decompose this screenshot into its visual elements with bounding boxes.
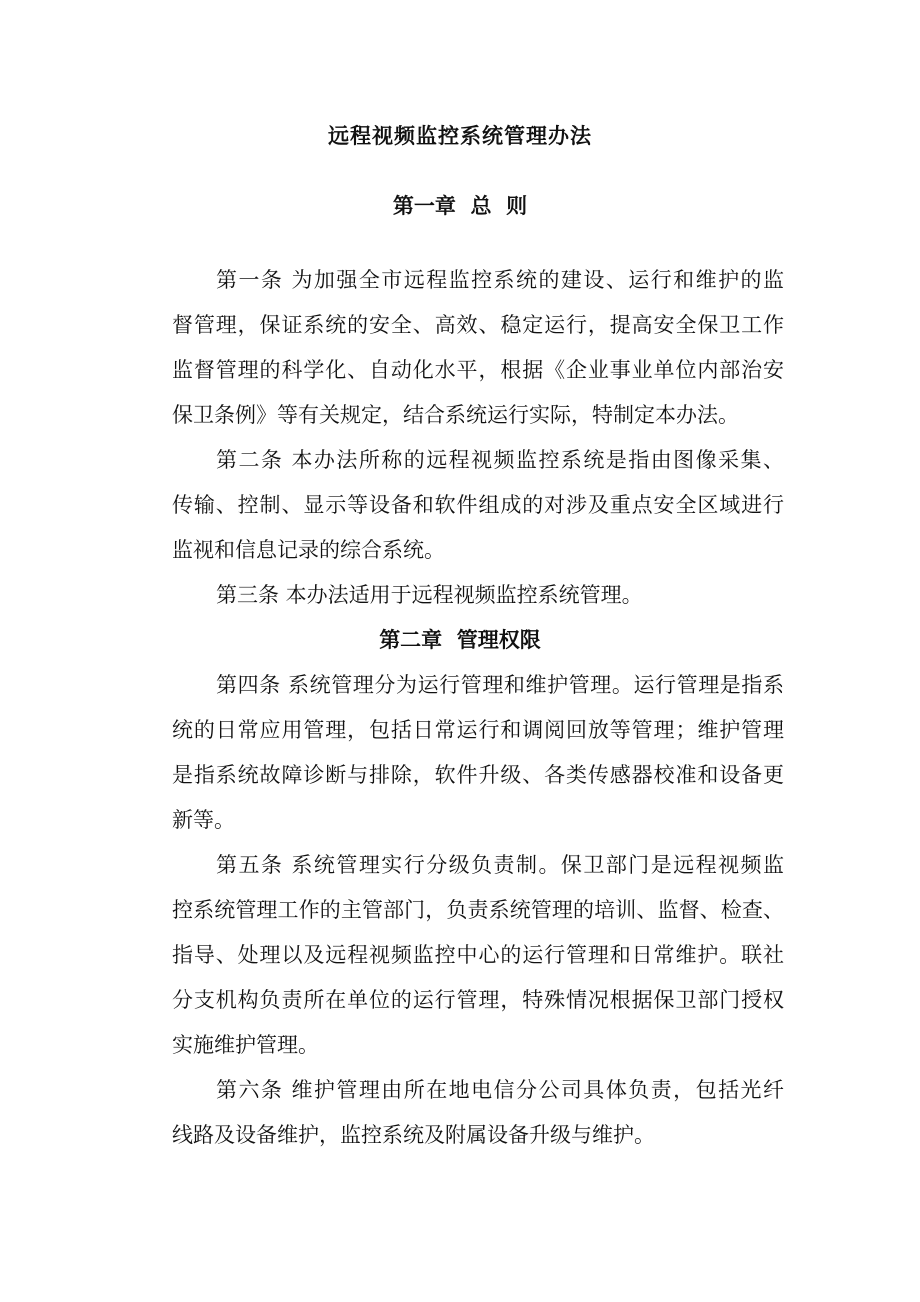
- article-2-line-1: 第二条 本办法所称的远程视频监控系统是指由图像采集、: [216, 448, 784, 472]
- article-3-line-1: 第三条 本办法适用于远程视频监控系统管理。: [216, 583, 643, 607]
- article-5-line-1: 第五条 系统管理实行分级负责制。保卫部门是远程视频监: [216, 853, 784, 877]
- article-2-line-3: 监视和信息记录的综合系统。: [172, 538, 445, 562]
- article-5-line-4: 分支机构负责所在单位的运行管理，特殊情况根据保卫部门授权: [172, 988, 784, 1012]
- article-4-line-4: 新等。: [172, 808, 235, 832]
- article-1-line-1: 第一条 为加强全市远程监控系统的建设、运行和维护的监: [216, 268, 784, 292]
- article-4-line-3: 是指系统故障诊断与排除，软件升级、各类传感器校准和设备更: [172, 763, 784, 787]
- article-1-line-3: 监督管理的科学化、自动化水平，根据《企业事业单位内部治安: [172, 358, 784, 382]
- article-1-line-2: 督管理，保证系统的安全、高效、稳定运行，提高安全保卫工作: [172, 313, 784, 337]
- article-4-line-2: 统的日常应用管理，包括日常运行和调阅回放等管理；维护管理: [172, 718, 784, 742]
- article-4-line-1: 第四条 系统管理分为运行管理和维护管理。运行管理是指系: [216, 673, 784, 697]
- article-5-line-3: 指导、处理以及远程视频监控中心的运行管理和日常维护。联社: [172, 943, 784, 967]
- article-1-line-4: 保卫条例》等有关规定，结合系统运行实际，特制定本办法。: [172, 403, 739, 427]
- chapter-1-heading: 第一章 总 则: [392, 193, 528, 218]
- document-title: 远程视频监控系统管理办法: [328, 123, 592, 148]
- chapter-2-heading: 第二章 管理权限: [379, 627, 541, 652]
- article-5-line-5: 实施维护管理。: [172, 1033, 319, 1057]
- article-2-line-2: 传输、控制、显示等设备和软件组成的对涉及重点安全区域进行: [172, 493, 784, 517]
- article-6-line-2: 线路及设备维护，监控系统及附属设备升级与维护。: [172, 1123, 655, 1147]
- article-5-line-2: 控系统管理工作的主管部门，负责系统管理的培训、监督、检查、: [172, 898, 784, 922]
- article-6-line-1: 第六条 维护管理由所在地电信分公司具体负责，包括光纤: [216, 1078, 784, 1102]
